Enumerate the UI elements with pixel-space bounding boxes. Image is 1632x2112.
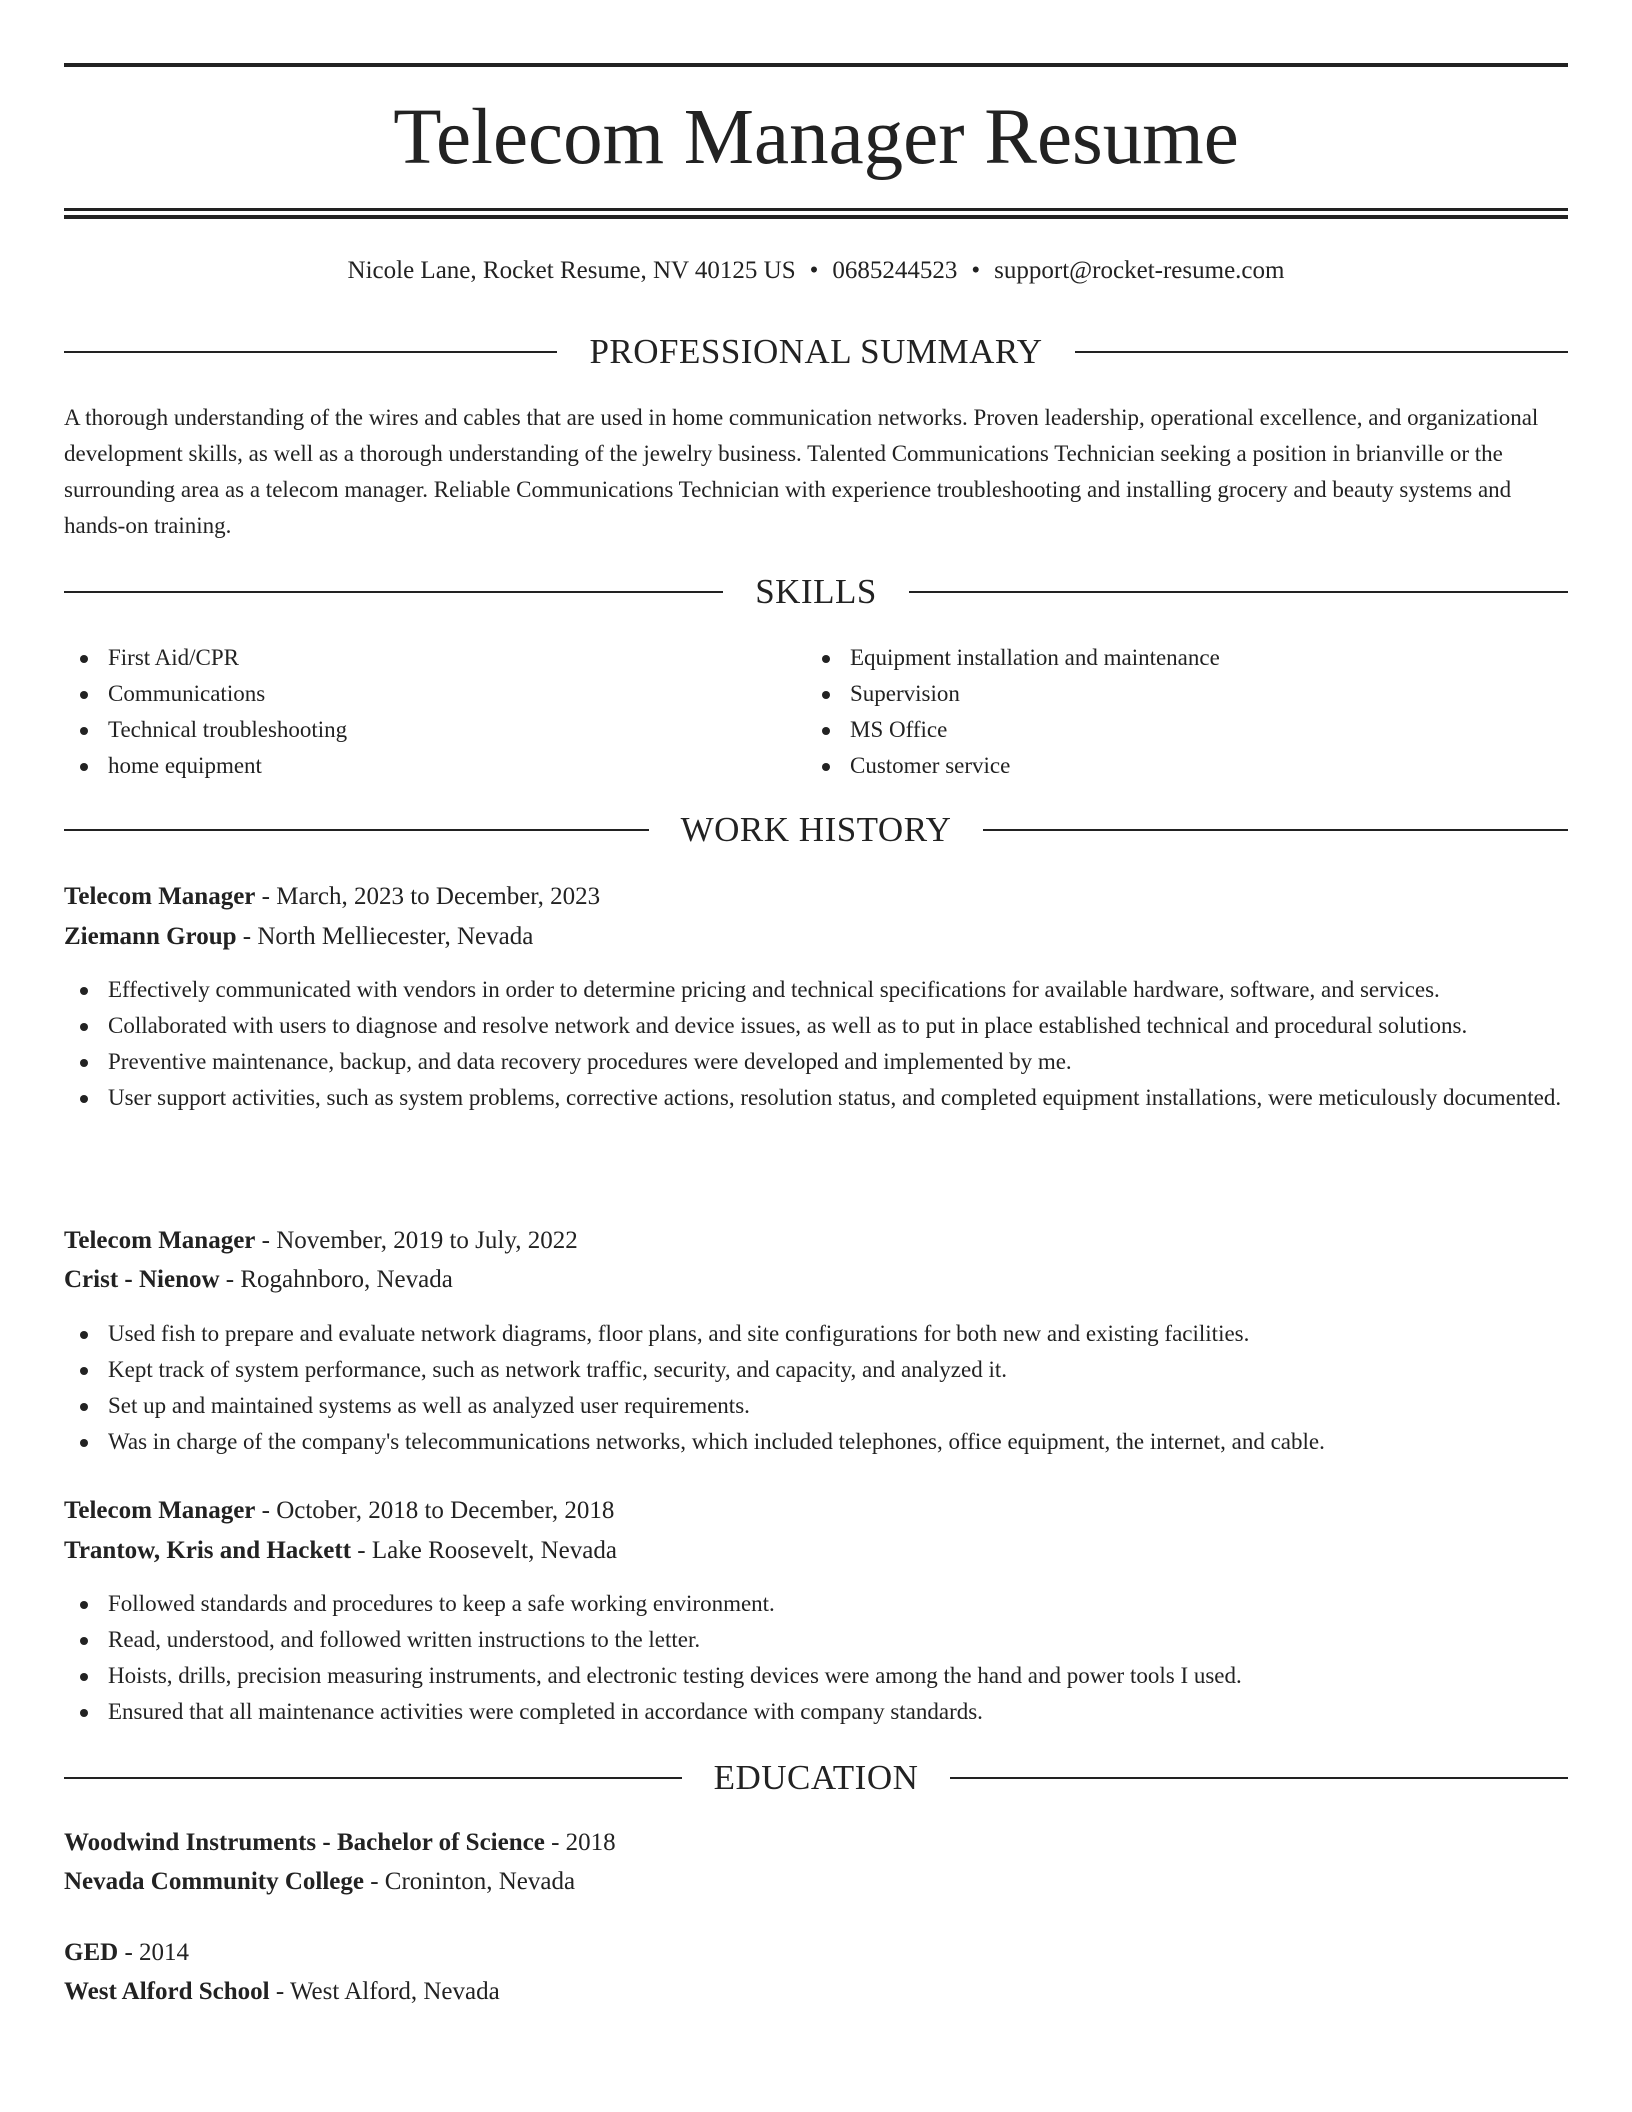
job-bullet: Preventive maintenance, backup, and data recovery procedures were developed and implemented by me. (64, 1044, 1568, 1080)
job-company-line (64, 920, 1568, 954)
job-dates: - October, 2018 to December, 2018 (255, 1497, 615, 1524)
skills-list-left (64, 640, 764, 784)
job-bullet: Effectively communicated with vendors in order to determine pricing and technical specifications for available hardware, software, and services. (64, 972, 1568, 1008)
job-location: - Rogahnboro, Nevada (219, 1266, 453, 1293)
job-bullet: Collaborated with users to diagnose and resolve network and device issues, as well as to put in place established technical and procedural solutions. (64, 1008, 1568, 1044)
top-rule (64, 63, 1568, 67)
job-company: Crist - Nienow (64, 1266, 220, 1293)
education-school: Nevada Community College (64, 1868, 364, 1895)
skills-list-right (806, 640, 1566, 784)
job-dates: - November, 2019 to July, 2022 (255, 1227, 578, 1254)
job-company: Trantow, Kris and Hackett (64, 1537, 352, 1564)
skill-item: home equipment (64, 748, 764, 784)
education-school-line (64, 1975, 1568, 2009)
heading-rule (64, 351, 557, 353)
contact-address: Nicole Lane, Rocket Resume, NV 40125 US (347, 257, 796, 284)
job-title: Telecom Manager (64, 1497, 256, 1524)
heading-rule (64, 1777, 682, 1779)
job-title: Telecom Manager (64, 1227, 256, 1254)
job-bullet: Set up and maintained systems as well as analyzed user requirements. (64, 1388, 1568, 1424)
job-company-line (64, 1534, 1568, 1568)
job-bullets (64, 1316, 1568, 1460)
job-bullet: Ensured that all maintenance activities were completed in accordance with company standards. (64, 1694, 1568, 1730)
education-school: West Alford School (64, 1978, 270, 2005)
heading-rule (1075, 351, 1568, 353)
heading-rule (909, 591, 1568, 593)
summary-text: A thorough understanding of the wires and cables that are used in home communication networks. Proven leadership, operational excellence, and organizational development skills, as well as a thorough understanding of the jewelry business. Talented Communications Technician seeking a position in brianville or the surrounding area as a telecom manager. Reliable Communications Technician with experience troubleshooting and installing grocery and beauty systems and hands-on training. (64, 405, 1539, 538)
job-bullet: User support activities, such as system problems, corrective actions, resolution status, and completed equipment installations, were meticulously documented. (64, 1080, 1568, 1116)
heading-rule (64, 591, 723, 593)
education-degree: GED (64, 1939, 119, 1966)
contact-email: support@rocket-resume.com (994, 257, 1285, 284)
job-bullets (64, 972, 1568, 1116)
resume-title: Telecom Manager Resume (393, 94, 1239, 181)
section-title: SKILLS (755, 572, 877, 611)
section-title: PROFESSIONAL SUMMARY (589, 332, 1043, 371)
job-title-line (64, 880, 1568, 914)
job-bullet: Followed standards and procedures to keep a safe working environment. (64, 1586, 1568, 1622)
job-title-line (64, 1224, 1568, 1258)
education-location: - Croninton, Nevada (363, 1868, 576, 1895)
education-degree-line (64, 1936, 1568, 1970)
job-title-line (64, 1494, 1568, 1528)
skill-item: Equipment installation and maintenance (806, 640, 1566, 676)
job-company: Ziemann Group (64, 923, 237, 950)
education-school-line (64, 1865, 1568, 1899)
education-year: - 2014 (118, 1939, 190, 1966)
job-bullet: Hoists, drills, precision measuring instruments, and electronic testing devices were among the hand and power tools I used. (64, 1658, 1568, 1694)
heading-rule (64, 829, 649, 831)
section-heading-work (64, 808, 1568, 852)
education-year: - 2018 (544, 1829, 616, 1856)
job-bullet: Was in charge of the company's telecommunications networks, which included telephones, office equipment, the internet, and cable. (64, 1424, 1568, 1460)
contact-line (64, 254, 1568, 288)
education-degree: Woodwind Instruments - Bachelor of Science (64, 1829, 545, 1856)
section-title: WORK HISTORY (680, 810, 952, 849)
job-bullet: Read, understood, and followed written instructions to the letter. (64, 1622, 1568, 1658)
job-bullet: Kept track of system performance, such as network traffic, security, and capacity, and analyzed it. (64, 1352, 1568, 1388)
education-degree-line (64, 1826, 1568, 1860)
section-title: EDUCATION (713, 1758, 919, 1797)
section-heading-skills (64, 570, 1568, 614)
contact-separator: • (809, 257, 819, 284)
education-location: - West Alford, Nevada (269, 1978, 500, 2005)
job-bullets (64, 1586, 1568, 1730)
heading-rule (950, 1777, 1568, 1779)
job-dates: - March, 2023 to December, 2023 (255, 883, 601, 910)
skill-item: First Aid/CPR (64, 640, 764, 676)
contact-phone: 0685244523 (832, 257, 958, 284)
title-rule-upper (64, 208, 1568, 211)
contact-separator: • (971, 257, 981, 284)
job-location: - Lake Roosevelt, Nevada (351, 1537, 617, 1564)
skill-item: Customer service (806, 748, 1566, 784)
skill-item: Communications (64, 676, 764, 712)
job-company-line (64, 1263, 1568, 1297)
skill-item: MS Office (806, 712, 1566, 748)
section-heading-summary (64, 330, 1568, 374)
job-location: - North Melliecester, Nevada (236, 923, 534, 950)
section-heading-education (64, 1756, 1568, 1800)
title-rule-lower (64, 215, 1568, 219)
heading-rule (983, 829, 1568, 831)
skill-item: Supervision (806, 676, 1566, 712)
skill-item: Technical troubleshooting (64, 712, 764, 748)
job-title: Telecom Manager (64, 883, 256, 910)
job-bullet: Used fish to prepare and evaluate network diagrams, floor plans, and site configurations for both new and existing facilities. (64, 1316, 1568, 1352)
